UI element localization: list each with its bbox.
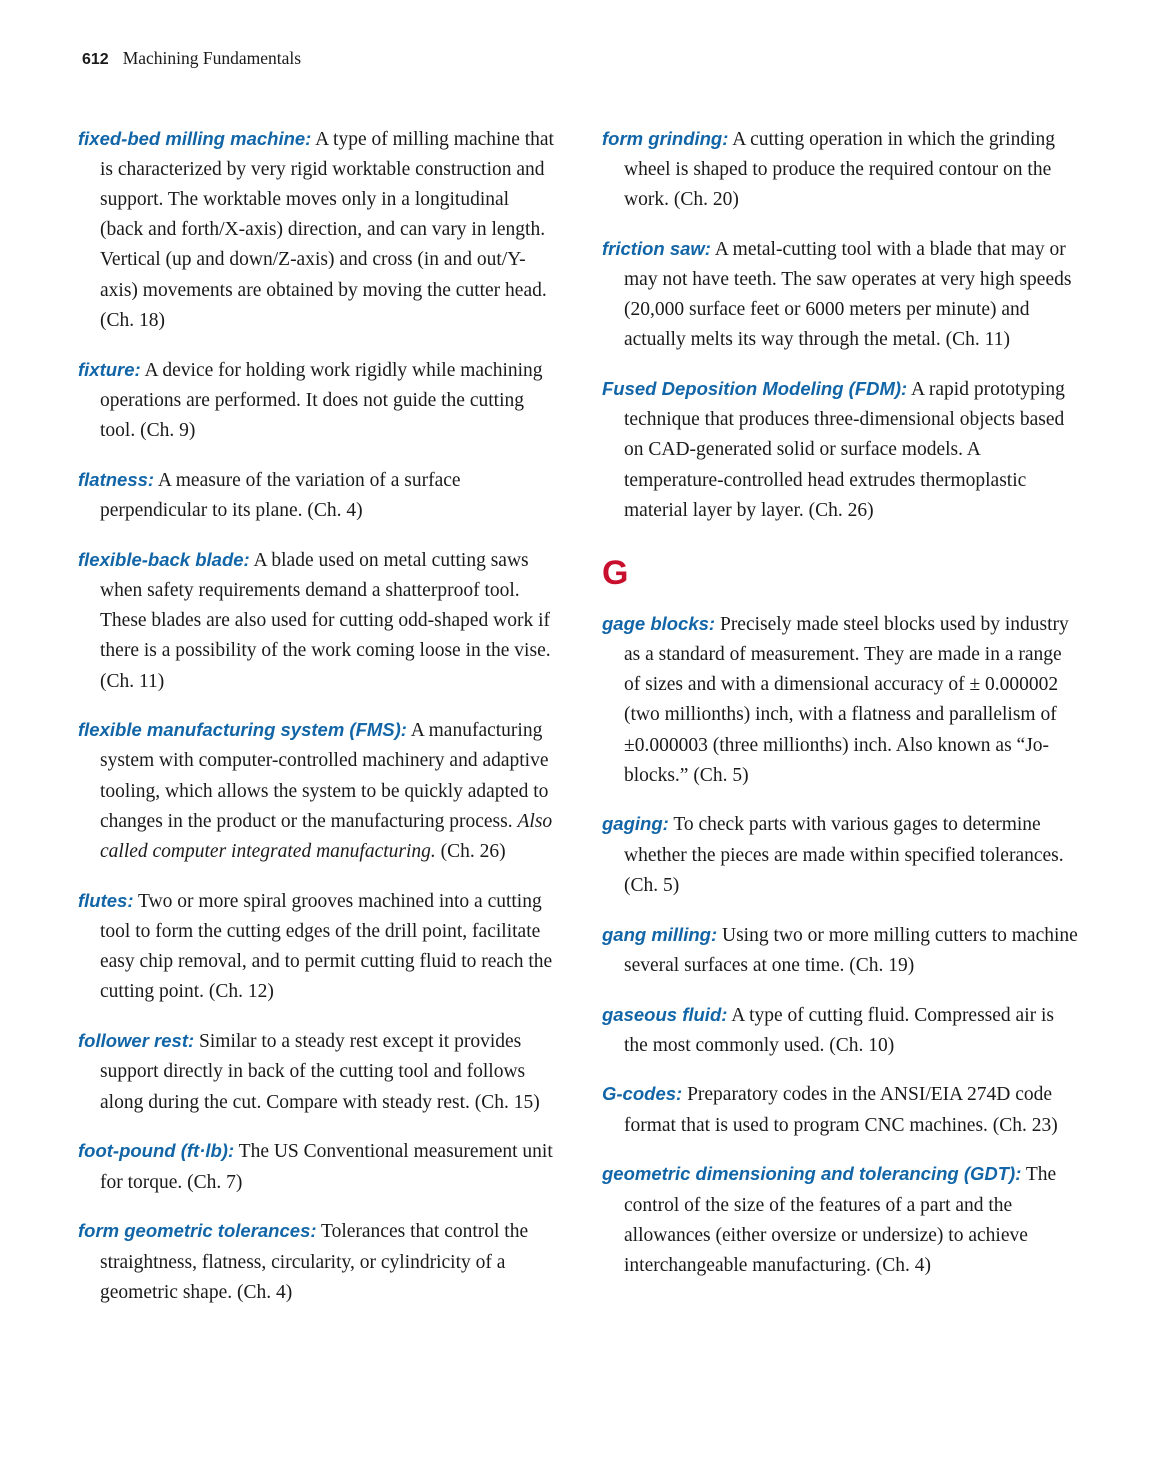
glossary-definition-end: (Ch. 26) <box>435 841 506 863</box>
glossary-entry <box>602 1001 1078 1061</box>
glossary-entry <box>78 1027 554 1118</box>
glossary-entry <box>602 125 1078 216</box>
glossary-term: flexible manufacturing system (FMS): <box>78 719 407 741</box>
column-left <box>78 105 554 1322</box>
glossary-entry <box>602 235 1078 356</box>
glossary-definition-italic: Also called computer integrated manufacturing. <box>100 810 553 863</box>
glossary-entry <box>78 1137 554 1197</box>
glossary-definition: Preparatory codes in the ANSI/EIA 274D code format that is used to program CNC machines. (Ch. 23) <box>624 1084 1058 1136</box>
glossary-term: geometric dimensioning and tolerancing (GDT): <box>602 1163 1022 1185</box>
glossary-definition: Two or more spiral grooves machined into a cutting tool to form the cutting edges of the drill point, facilitate easy chip removal, and to permit cutting fluid to reach the cutting point. (Ch. 12) <box>100 890 553 1003</box>
glossary-term: gaging: <box>602 813 669 835</box>
glossary-term: flutes: <box>78 889 134 911</box>
glossary-term: follower rest: <box>78 1030 195 1052</box>
glossary-entry <box>602 375 1078 526</box>
glossary-definition: The control of the size of the features of a part and the allowances (either oversize or undersize) to achieve interchangeable manufacturing. (Ch. 4) <box>624 1164 1057 1277</box>
glossary-entry <box>602 610 1078 791</box>
book-title: Machining Fundamentals <box>122 48 302 68</box>
glossary-definition: A measure of the variation of a surface perpendicular to its plane. (Ch. 4) <box>100 469 461 521</box>
glossary-definition: Similar to a steady rest except it provides support directly in back of the cutting tool and follows along during the cut. Compare with steady rest. (Ch. 15) <box>100 1031 540 1113</box>
glossary-definition: Precisely made steel blocks used by industry as a standard of measurement. They are made in a range of sizes and with a dimensional accuracy of ± 0.000002 (two millionths) inch, with a flatness and parallelism of ±0.000003 (three millionths) inch. Also known as “Jo-blocks.” (Ch. 5) <box>624 613 1069 786</box>
glossary-term: gang milling: <box>602 923 718 945</box>
glossary-definition: A cutting operation in which the grinding wheel is shaped to produce the required contour on the work. (Ch. 20) <box>624 128 1055 210</box>
glossary-entry <box>78 546 554 697</box>
glossary-term: fixed-bed milling machine: <box>78 127 312 149</box>
glossary-term: flatness: <box>78 468 155 490</box>
page-header <box>78 48 1078 69</box>
glossary-definition: A device for holding work rigidly while machining operations are performed. It does not guide the cutting tool. (Ch. 9) <box>100 359 543 441</box>
glossary-term: gage blocks: <box>602 612 716 634</box>
glossary-term: form geometric tolerances: <box>78 1220 317 1242</box>
glossary-definition: The US Conventional measurement unit for torque. (Ch. 7) <box>100 1141 553 1193</box>
glossary-definition: A metal-cutting tool with a blade that may or may not have teeth. The saw operates at very high speeds (20,000 surface feet or 6000 meters per minute) and actually melts its way through the metal. (Ch. 11) <box>624 238 1072 351</box>
glossary-definition: To check parts with various gages to determine whether the pieces are made within specified tolerances. (Ch. 5) <box>624 814 1064 896</box>
glossary-definition: A type of cutting fluid. Compressed air is the most commonly used. (Ch. 10) <box>624 1004 1054 1056</box>
glossary-term: friction saw: <box>602 237 711 259</box>
glossary-entry <box>78 1217 554 1308</box>
glossary-entry <box>78 125 554 337</box>
glossary-definition: A type of milling machine that is characterized by very rigid worktable construction and support. The worktable moves only in a longitudinal (back and forth/X-axis) direction, and can vary in length. Vertical (up and down/Z-axis) and cross (in and out/Y-axis) movements are obtained by moving the cutter head. (Ch. 18) <box>100 128 554 331</box>
glossary-term: Fused Deposition Modeling (FDM): <box>602 378 908 400</box>
glossary-entry <box>602 921 1078 981</box>
glossary-definition: A manufacturing system with computer-controlled machinery and adaptive tooling, which allows the system to be quickly adapted to changes in the product or the manufacturing process. <box>100 720 549 832</box>
letter-heading: G <box>602 554 629 593</box>
page-number: 612 <box>82 51 109 68</box>
glossary-definition: A blade used on metal cutting saws when safety requirements demand a shatterproof tool. These blades are also used for cutting odd-shaped work if there is a possibility of the work coming loose in the vise. (Ch. 11) <box>100 549 551 692</box>
glossary-entry <box>78 716 554 867</box>
glossary-entry <box>78 466 554 526</box>
column-right <box>602 105 1078 1295</box>
glossary-term: foot-pound (ft·lb): <box>78 1140 235 1162</box>
glossary-term: gaseous fluid: <box>602 1003 728 1025</box>
glossary-columns <box>78 105 1078 1322</box>
glossary-term: fixture: <box>78 358 141 380</box>
glossary-term: form grinding: <box>602 127 729 149</box>
glossary-entry <box>602 1080 1078 1140</box>
glossary-term: flexible-back blade: <box>78 548 250 570</box>
glossary-entry <box>602 810 1078 901</box>
glossary-entry <box>78 356 554 447</box>
glossary-entry <box>78 887 554 1008</box>
glossary-entry <box>602 1160 1078 1281</box>
glossary-term: G-codes: <box>602 1083 683 1105</box>
glossary-definition: A rapid prototyping technique that produces three-dimensional objects based on CAD-generated solid or surface models. A temperature-controlled head extrudes thermoplastic material layer by layer. (Ch. 26) <box>624 379 1065 521</box>
glossary-definition: Tolerances that control the straightness, flatness, circularity, or cylindricity of a geometric shape. (Ch. 4) <box>100 1221 529 1303</box>
glossary-definition: Using two or more milling cutters to machine several surfaces at one time. (Ch. 19) <box>624 924 1078 976</box>
